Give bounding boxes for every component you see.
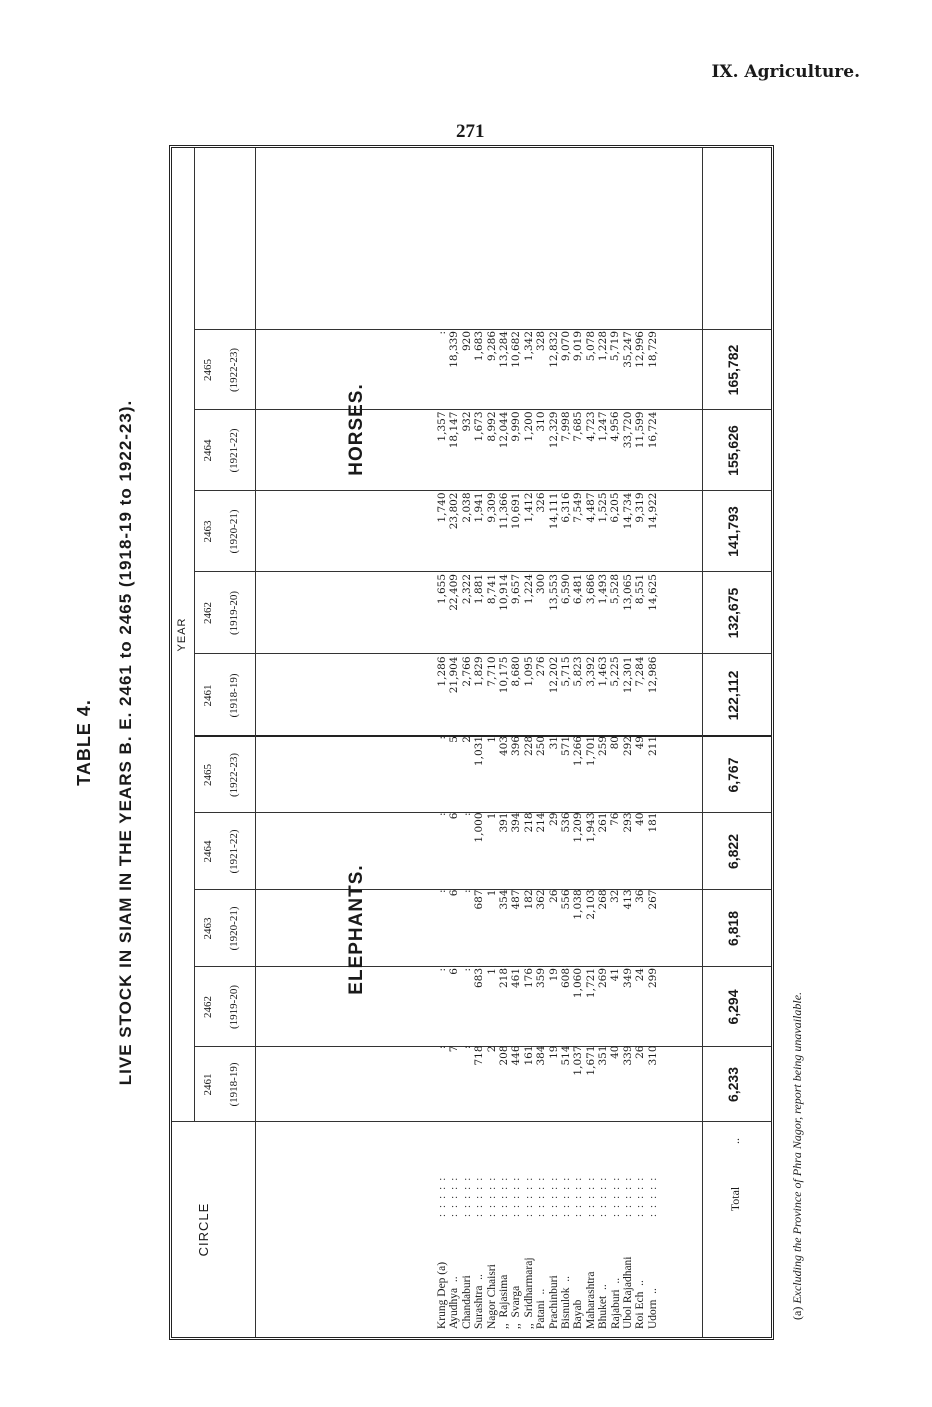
value-cell: 18,729 — [646, 331, 659, 368]
circle-name: Patani .. — [535, 1288, 548, 1329]
value-cell: 556 — [559, 889, 572, 910]
value-cell: 40 — [634, 812, 647, 826]
value-cell: 13,553 — [547, 574, 560, 611]
value-cell: 14,922 — [646, 492, 659, 530]
value-cell: 23,802 — [448, 492, 461, 530]
value-cell: 1 — [485, 812, 498, 820]
value-cell: 687 — [473, 889, 486, 910]
value-cell: 12,301 — [621, 656, 634, 694]
value-cell: 9,657 — [510, 574, 523, 605]
year-be-label: 2463 — [202, 520, 214, 543]
value-cell: 11,366 — [497, 492, 510, 530]
year-ad-label: (1921-22) — [228, 829, 240, 874]
value-cell: 571 — [559, 736, 572, 757]
value-column — [436, 1046, 659, 1136]
value-column — [436, 890, 659, 980]
leader-dots: ::::: — [646, 1171, 659, 1217]
value-cell: 1,224 — [522, 574, 535, 605]
total-value: 6,767 — [725, 757, 741, 793]
value-cell: 391 — [497, 812, 510, 833]
leader-dots: ::::: — [560, 1171, 572, 1217]
leader-dots: ::::: — [572, 1171, 585, 1217]
value-cell: 7 — [448, 1045, 461, 1053]
year-ad-label: (1922-23) — [228, 348, 240, 392]
total-value: 132,675 — [725, 587, 741, 639]
value-cell: 362 — [535, 889, 548, 910]
value-cell: 1,412 — [522, 492, 535, 523]
year-be-label: 2464 — [202, 439, 214, 462]
value-cell: 9,990 — [510, 411, 523, 442]
value-cell: 181 — [646, 812, 659, 833]
value-cell: 33,720 — [621, 411, 634, 449]
value-column — [436, 574, 659, 664]
value-cell: 26 — [547, 889, 560, 903]
circle-name: Rajaburi .. — [609, 1277, 622, 1329]
value-cell: 13,284 — [497, 331, 510, 368]
footnote-mark: (a) — [790, 1306, 804, 1320]
value-cell: 9,070 — [559, 331, 572, 362]
value-cell: 1,286 — [436, 656, 448, 687]
value-cell: 14,734 — [621, 492, 634, 530]
rotated-table-page — [60, 145, 850, 1340]
value-cell: : — [436, 812, 448, 817]
value-cell: 6,481 — [572, 574, 585, 605]
leader-dots: ::::: — [510, 1171, 523, 1217]
value-cell: 218 — [497, 968, 510, 989]
year-ad-label: (1918-19) — [228, 673, 240, 718]
value-cell: 5,225 — [609, 656, 622, 687]
value-cell: 8,741 — [485, 574, 498, 605]
value-cell: 1,037 — [572, 1045, 585, 1076]
value-cell: 1,209 — [572, 812, 585, 843]
column-rule — [194, 329, 771, 330]
leader-dots: ::::: — [498, 1171, 510, 1217]
value-cell: 3,686 — [584, 574, 597, 605]
footnote — [790, 992, 805, 1320]
livestock-table — [169, 145, 774, 1340]
value-cell: 1,228 — [597, 331, 610, 362]
value-cell: : — [460, 1045, 473, 1050]
value-cell: 1 — [485, 889, 498, 897]
circle-name: Bayab — [572, 1299, 585, 1329]
leader-dots: ::::: — [609, 1171, 622, 1217]
year-ad-label: (1921-22) — [228, 428, 240, 473]
leader-dots: ::::: — [473, 1171, 486, 1217]
value-column — [436, 813, 659, 903]
value-cell: 293 — [621, 812, 634, 833]
value-cell: 208 — [497, 1045, 510, 1066]
value-cell: 7,710 — [485, 656, 498, 687]
year-ad-label: (1922-23) — [228, 753, 240, 797]
value-cell: 403 — [497, 736, 510, 757]
value-cell: 211 — [646, 736, 659, 757]
value-cell: 21,904 — [448, 656, 461, 694]
value-cell: 2 — [460, 736, 473, 743]
value-cell: 5,078 — [584, 331, 597, 362]
total-value: 122,112 — [725, 670, 741, 721]
value-cell: 1,200 — [522, 411, 535, 442]
value-cell: 339 — [621, 1045, 634, 1066]
value-cell: 8,551 — [634, 574, 647, 605]
circle-name: Udorn .. — [646, 1288, 659, 1329]
value-cell: 14,625 — [646, 574, 659, 611]
value-cell: 12,044 — [497, 411, 510, 449]
leader-dots: ::::: — [485, 1171, 498, 1217]
value-cell: 10,682 — [510, 331, 523, 368]
value-cell: 31 — [547, 736, 560, 750]
value-cell: 4,487 — [584, 492, 597, 523]
value-cell: : — [436, 968, 448, 972]
value-cell: 7,549 — [572, 492, 585, 523]
table-subtitle: LIVE STOCK IN SIAM IN THE YEARS B. E. 2461 to 2465 (1918-19 to 1922-23). — [116, 399, 135, 1086]
value-cell: 24 — [634, 968, 647, 982]
value-cell: 267 — [646, 889, 659, 910]
value-cell: : — [436, 889, 448, 894]
value-cell: 328 — [535, 331, 548, 352]
value-cell: 269 — [597, 968, 610, 989]
value-cell: 394 — [510, 812, 523, 833]
circle-name: Maharashtra — [584, 1271, 597, 1329]
value-cell: 1 — [485, 736, 498, 743]
value-cell: : — [436, 736, 448, 740]
total-rule — [702, 148, 703, 1337]
total-value: 155,626 — [725, 425, 741, 476]
value-cell: 12,329 — [547, 411, 560, 449]
value-cell: 182 — [522, 889, 535, 910]
value-cell: 14,111 — [547, 492, 560, 530]
table-title: TABLE 4. — [74, 699, 94, 786]
year-rule — [194, 148, 195, 1122]
value-column — [436, 412, 659, 502]
value-cell: 1,031 — [473, 736, 486, 767]
total-value: 165,782 — [725, 344, 741, 396]
value-cell: 9,309 — [485, 492, 498, 523]
value-cell: 384 — [535, 1045, 548, 1066]
value-cell: 487 — [510, 889, 523, 910]
leader-dots: ::::: — [460, 1171, 473, 1217]
footnote-text: Excluding the Province of Phra Nagor, report being unavailable. — [790, 991, 804, 1304]
year-be-label: 2465 — [202, 359, 214, 381]
value-cell: 608 — [559, 968, 572, 989]
total-value: 6,822 — [725, 833, 741, 870]
value-cell: 26 — [634, 1045, 647, 1059]
year-ad-label: (1920-21) — [228, 509, 240, 554]
value-cell: 268 — [597, 889, 610, 910]
leader-dots: ::::: — [634, 1171, 647, 1217]
value-cell: 292 — [621, 736, 634, 757]
leader-dots: ::::: — [448, 1171, 461, 1217]
value-cell: 359 — [535, 968, 548, 989]
circle-name: Nagor Chaisri — [485, 1264, 498, 1329]
value-cell: 2,038 — [460, 492, 473, 523]
value-cell: 35,247 — [621, 331, 634, 368]
circle-name: ,, Sridharmaraj — [522, 1257, 535, 1329]
leader-dots: ::::: — [597, 1171, 610, 1217]
circle-name: Ubol Rajadhani — [622, 1256, 634, 1329]
year-ad-label: (1919-20) — [228, 591, 240, 635]
total-value: 6,294 — [725, 989, 741, 1025]
total-value: 141,793 — [725, 506, 741, 557]
circle-name: Bisnulok .. — [560, 1275, 572, 1329]
year-ad-label: (1918-19) — [228, 1062, 240, 1107]
leader-dots: ::::: — [436, 1171, 448, 1217]
value-cell: 2,322 — [460, 574, 473, 605]
leader-dots: ::::: — [547, 1171, 560, 1217]
value-cell: 7,685 — [572, 411, 585, 442]
year-be-label: 2461 — [202, 1073, 214, 1096]
year-ad-label: (1919-20) — [228, 985, 240, 1029]
section-header: IX. Agriculture. — [711, 62, 860, 82]
value-cell: 261 — [597, 812, 610, 833]
value-cell: 1,671 — [584, 1045, 597, 1076]
value-cell: 1,701 — [584, 736, 597, 767]
value-cell: 49 — [634, 736, 647, 750]
value-cell: 1,829 — [473, 656, 486, 687]
value-cell: 1,463 — [597, 656, 610, 687]
value-cell: 6,316 — [559, 492, 572, 523]
value-cell: 176 — [522, 968, 535, 989]
value-cell: 250 — [535, 736, 548, 757]
value-cell: 1,683 — [473, 331, 486, 362]
year-be-label: 2465 — [202, 764, 214, 786]
value-cell: 351 — [597, 1045, 610, 1066]
value-cell: 1,060 — [572, 968, 585, 999]
value-cell: 1,941 — [473, 492, 486, 523]
value-cell: : — [436, 1045, 448, 1050]
value-cell: 1,247 — [597, 411, 610, 442]
total-label: Total — [728, 1186, 742, 1212]
value-column — [436, 331, 659, 421]
value-cell: 300 — [535, 574, 548, 595]
value-cell: 683 — [473, 968, 486, 989]
value-cell: 12,832 — [547, 331, 560, 368]
value-cell: 6,205 — [609, 492, 622, 523]
value-cell: 16,724 — [646, 411, 659, 449]
value-cell: 6 — [448, 812, 461, 820]
value-cell: 310 — [646, 1045, 659, 1066]
header-rule — [255, 148, 256, 1337]
year-be-label: 2463 — [202, 917, 214, 940]
value-cell: 32 — [609, 889, 622, 903]
elephants-section-title: ELEPHANTS. — [346, 864, 367, 995]
value-column — [436, 736, 659, 826]
value-cell: 326 — [535, 492, 548, 513]
value-cell: 214 — [535, 812, 548, 833]
value-cell: 276 — [535, 656, 548, 677]
leader-dots: ::::: — [622, 1171, 634, 1217]
circle-name: Chandaburi — [460, 1275, 473, 1329]
value-cell: 932 — [460, 411, 473, 432]
value-cell: 41 — [609, 968, 622, 982]
value-cell: 2,103 — [584, 889, 597, 920]
value-cell: 4,956 — [609, 411, 622, 442]
value-cell: 259 — [597, 736, 610, 757]
year-be-label: 2461 — [202, 684, 214, 707]
leader-dots: ::::: — [522, 1171, 535, 1217]
value-column — [436, 968, 659, 1058]
value-cell: 536 — [559, 812, 572, 833]
value-cell: 6 — [448, 889, 461, 897]
value-cell: 1,525 — [597, 492, 610, 523]
value-cell: 228 — [522, 736, 535, 757]
value-cell: 7,284 — [634, 656, 647, 687]
year-header: YEAR — [176, 617, 188, 652]
value-cell: 10,914 — [497, 574, 510, 611]
circle-name: Ayudhya .. — [448, 1276, 461, 1329]
value-cell: 1,357 — [436, 411, 448, 442]
value-cell: 22,409 — [448, 574, 461, 611]
value-cell: 10,691 — [510, 492, 523, 530]
year-be-label: 2462 — [202, 996, 214, 1018]
value-cell: 6 — [448, 968, 461, 975]
value-cell: 12,202 — [547, 656, 560, 694]
value-cell: : — [460, 812, 473, 817]
value-cell: 1,943 — [584, 812, 597, 843]
value-cell: 19 — [547, 1045, 560, 1059]
circle-name: Krung Dep (a) — [436, 1261, 448, 1329]
year-ad-label: (1920-21) — [228, 906, 240, 951]
value-cell: 920 — [460, 331, 473, 352]
value-cell: 2 — [485, 1045, 498, 1053]
circle-name: ,, Rajasima — [498, 1274, 510, 1329]
value-cell: 446 — [510, 1045, 523, 1066]
year-be-label: 2462 — [202, 602, 214, 624]
value-cell: 5,528 — [609, 574, 622, 605]
circle-name: ,, Svarga — [510, 1285, 523, 1329]
value-cell: 413 — [621, 889, 634, 910]
value-cell: 13,065 — [621, 574, 634, 611]
value-cell: 4,723 — [584, 411, 597, 442]
value-cell: 1,266 — [572, 736, 585, 767]
value-cell: 8,680 — [510, 656, 523, 687]
value-cell: 1,095 — [522, 656, 535, 687]
circle-name: Roi Ech .. — [634, 1280, 647, 1329]
value-cell: 18,339 — [448, 331, 461, 368]
value-cell: 19 — [547, 968, 560, 982]
page-number: 271 — [456, 121, 485, 142]
value-cell: 514 — [559, 1045, 572, 1066]
year-be-label: 2464 — [202, 840, 214, 863]
leader-dots: ::::: — [535, 1171, 548, 1217]
value-cell: 1,000 — [473, 812, 486, 843]
total-dots: .. — [728, 1138, 742, 1144]
value-cell: 5,715 — [559, 656, 572, 687]
value-cell: 1,721 — [584, 968, 597, 999]
circle-name: Surashtra .. — [473, 1274, 486, 1329]
value-cell: 3,392 — [584, 656, 597, 687]
value-cell: 36 — [634, 889, 647, 903]
value-cell: 9,319 — [634, 492, 647, 523]
value-cell: 218 — [522, 812, 535, 833]
total-value: 6,818 — [725, 910, 741, 947]
value-cell: 9,286 — [485, 331, 498, 362]
value-cell: 299 — [646, 968, 659, 989]
value-cell: 9,019 — [572, 331, 585, 362]
value-cell: 18,147 — [448, 411, 461, 449]
value-column — [436, 657, 659, 747]
value-cell: 5 — [448, 736, 461, 743]
circle-header: CIRCLE — [196, 1202, 211, 1257]
value-cell: 354 — [497, 889, 510, 910]
value-cell: 396 — [510, 736, 523, 757]
value-cell: 7,998 — [559, 411, 572, 442]
value-cell: 40 — [609, 1045, 622, 1059]
value-cell: 12,986 — [646, 656, 659, 694]
value-cell: 1,881 — [473, 574, 486, 605]
value-cell: 349 — [621, 968, 634, 989]
value-cell: 5,823 — [572, 656, 585, 687]
value-cell: 11,599 — [634, 411, 647, 449]
value-cell: 1,342 — [522, 331, 535, 362]
value-cell: 5,719 — [609, 331, 622, 362]
value-cell: : — [460, 889, 473, 894]
value-cell: 6,590 — [559, 574, 572, 605]
value-cell: 1,493 — [597, 574, 610, 605]
value-cell: 1,673 — [473, 411, 486, 442]
circle-name: Bhuket .. — [597, 1284, 610, 1329]
value-cell: 161 — [522, 1045, 535, 1066]
value-cell: 8,992 — [485, 411, 498, 442]
value-column — [436, 493, 659, 583]
value-cell: 2,766 — [460, 656, 473, 687]
total-value: 6,233 — [725, 1066, 741, 1103]
value-cell: : — [436, 331, 448, 335]
value-cell: 310 — [535, 411, 548, 432]
value-cell: 12,996 — [634, 331, 647, 368]
value-cell: 10,175 — [497, 656, 510, 694]
value-cell: : — [460, 968, 473, 972]
leader-dots: ::::: — [584, 1171, 597, 1217]
circle-name: Prachinburi — [547, 1275, 560, 1329]
value-cell: 29 — [547, 812, 560, 826]
value-cell: 1 — [485, 968, 498, 975]
value-cell: 80 — [609, 736, 622, 750]
value-cell: 76 — [609, 812, 622, 826]
value-cell: 1,740 — [436, 492, 448, 523]
value-cell: 718 — [473, 1045, 486, 1066]
value-cell: 1,655 — [436, 574, 448, 605]
horses-section-title: HORSES. — [346, 383, 367, 476]
value-cell: 461 — [510, 968, 523, 989]
value-cell: 1,038 — [572, 889, 585, 920]
